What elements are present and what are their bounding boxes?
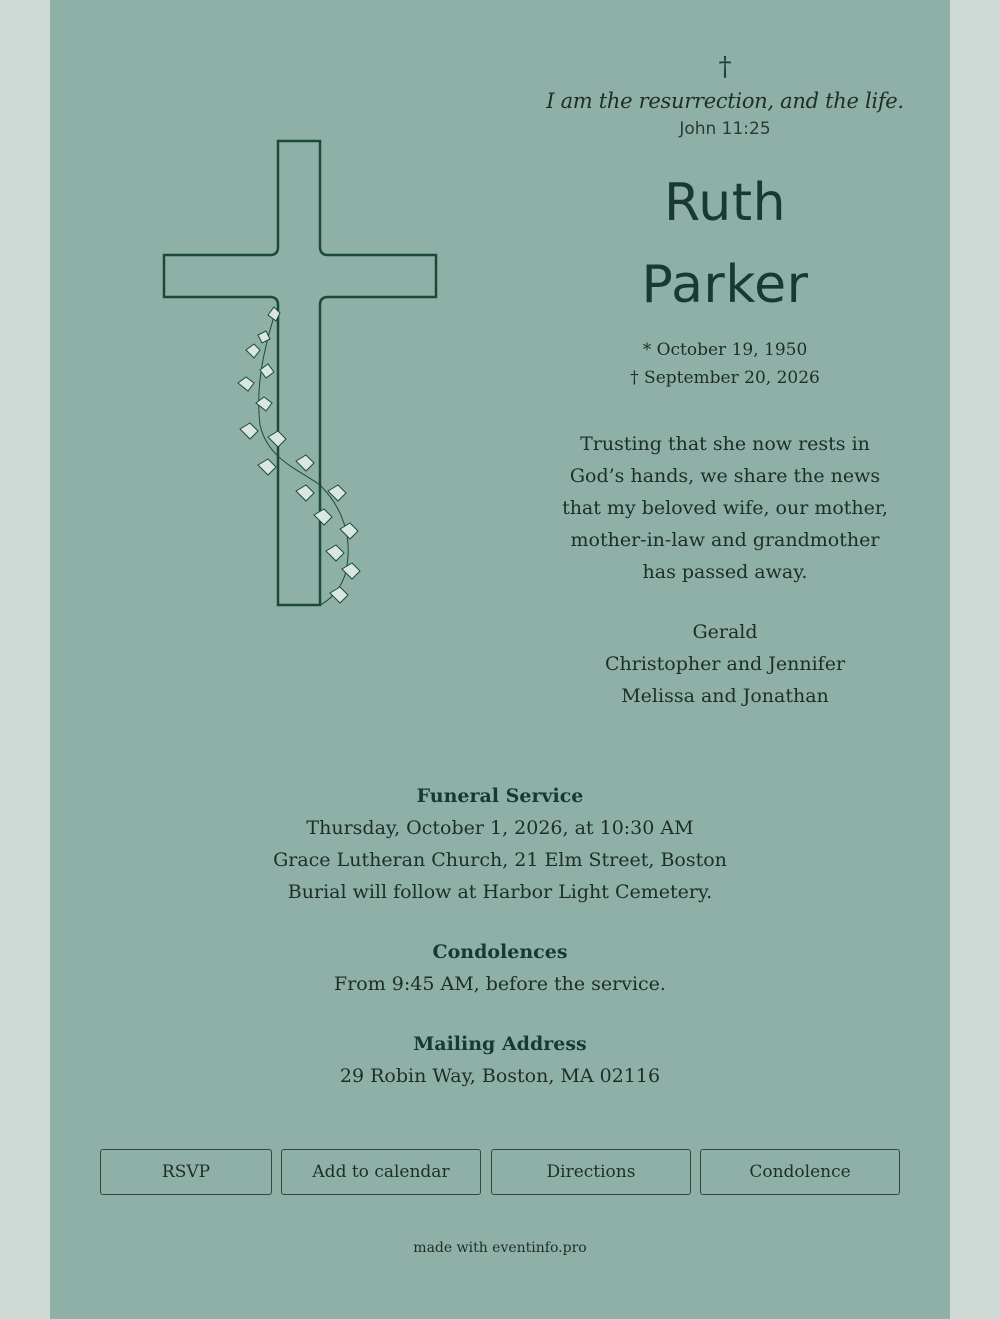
message-line: Trusting that she now rests in: [580, 433, 870, 455]
message-line: mother-in-law and grandmother: [570, 529, 880, 551]
action-buttons: [100, 1149, 900, 1195]
bible-verse-reference: John 11:25: [679, 119, 771, 139]
announcement-column: [545, 50, 905, 712]
birth-date: * October 19, 1950: [642, 340, 808, 360]
last-name: Parker: [641, 255, 809, 315]
rsvp-button[interactable]: RSVP: [100, 1149, 272, 1195]
event-details: [50, 780, 950, 1120]
directions-button[interactable]: Directions: [491, 1149, 691, 1195]
section-title: Funeral Service: [416, 785, 584, 807]
family-line: Gerald: [692, 621, 758, 643]
mailing-address-section: [50, 1028, 950, 1092]
family-line: Christopher and Jennifer: [604, 653, 846, 675]
message-line: that my beloved wife, our mother,: [562, 497, 888, 519]
family-line: Melissa and Jonathan: [621, 685, 829, 707]
cross-with-ivy-icon: [160, 135, 440, 615]
life-dates: [545, 336, 905, 392]
invitation-card: [50, 0, 950, 1319]
section-title: Mailing Address: [413, 1033, 587, 1055]
condolence-button[interactable]: Condolence: [700, 1149, 900, 1195]
funeral-service-section: [50, 780, 950, 908]
section-line: From 9:45 AM, before the service.: [334, 973, 666, 995]
footer-credit-link[interactable]: made with eventinfo.pro: [413, 1240, 587, 1256]
condolences-section: [50, 936, 950, 1000]
message-line: has passed away.: [642, 561, 808, 583]
section-line: Grace Lutheran Church, 21 Elm Street, Boston: [273, 849, 727, 871]
bible-quote: I am the resurrection, and the life.: [546, 89, 904, 113]
section-line: Burial will follow at Harbor Light Cemetery.: [287, 881, 713, 903]
section-line: Thursday, October 1, 2026, at 10:30 AM: [306, 817, 694, 839]
message-line: God’s hands, we share the news: [569, 465, 881, 487]
first-name: Ruth: [663, 173, 787, 233]
section-title: Condolences: [432, 941, 568, 963]
dagger-icon: †: [718, 52, 732, 82]
announcement-message: [545, 428, 905, 588]
family-members: [545, 616, 905, 712]
section-line: 29 Robin Way, Boston, MA 02116: [339, 1065, 661, 1087]
death-date: † September 20, 2026: [630, 368, 820, 388]
add-to-calendar-button[interactable]: Add to calendar: [281, 1149, 481, 1195]
